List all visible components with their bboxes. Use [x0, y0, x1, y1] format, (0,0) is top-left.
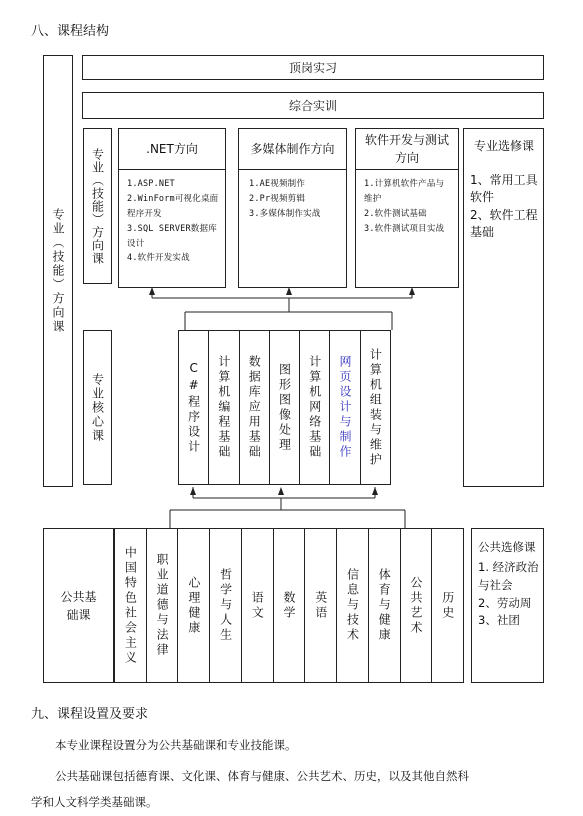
- public-course-5: [241, 528, 274, 683]
- public-elective-title: 公共选修课: [478, 540, 536, 554]
- direction-software-testing-courses: 1.计算机软件产品与维护 2.软件测试基础 3.软件测试项目实战: [364, 179, 445, 234]
- public-course-6: [273, 528, 306, 683]
- section-9-paragraph-1: 本专业课程设置分为公共基础课和专业技能课。: [55, 738, 297, 752]
- direction-dotnet-courses: 1.ASP.NET 2.WinForm可视化桌面程序开发 3.SQL SERVER数据库设计 4.软件开发实战: [127, 179, 219, 264]
- direction-dotnet-title: .NET方向: [119, 129, 225, 170]
- training-row: [82, 92, 544, 119]
- public-course-label: 中国特色社会主义: [123, 545, 138, 666]
- direction-dotnet: [118, 128, 226, 288]
- core-course-2: [208, 330, 239, 485]
- public-course-8: [336, 528, 369, 683]
- core-course-3: [239, 330, 270, 485]
- public-course-label: 英语: [313, 590, 328, 621]
- direction-multimedia: [238, 128, 347, 288]
- direction-course-text: 专业（技能）方向课: [90, 147, 105, 265]
- professional-elective: [463, 128, 544, 487]
- section-9-title: 九、课程设置及要求: [31, 707, 149, 722]
- direction-software-testing-title: 软件开发与测试方向: [356, 129, 458, 170]
- public-elective-courses: 1. 经济政治与社会 2、劳动周 3、社团: [478, 560, 539, 628]
- core-course-1: [178, 330, 209, 485]
- training-label: 综合实训: [288, 98, 337, 113]
- core-course-label: 计算机网络基础: [307, 355, 322, 460]
- professional-direction-outer-label: [43, 55, 73, 487]
- public-course-4: [209, 528, 242, 683]
- public-elective: [471, 528, 544, 683]
- public-course-7: [304, 528, 337, 683]
- core-course-label: 计算机组装与维护: [368, 347, 383, 468]
- direction-multimedia-title: 多媒体制作方向: [239, 129, 346, 170]
- internship-row: [82, 55, 544, 80]
- section-8-title: 八、课程结构: [31, 24, 110, 39]
- public-course-label: 体育与健康: [377, 568, 392, 643]
- public-course-label: [43, 528, 114, 683]
- public-course-label: 语文: [250, 590, 265, 621]
- core-course-label: [83, 330, 112, 485]
- public-course-label: 职业道德与法律: [155, 553, 170, 658]
- public-course-label: 哲学与人生: [218, 568, 233, 643]
- internship-label: 顶岗实习: [288, 60, 337, 75]
- direction-software-testing: [355, 128, 459, 288]
- core-course-6: [329, 330, 360, 485]
- public-course-label: 心理健康: [186, 575, 201, 636]
- public-course-label-text: 公共基础课: [60, 589, 97, 622]
- public-course-label: 公共艺术: [408, 575, 423, 636]
- section-9-paragraph-2-line-1: 公共基础课包括德育课、文化课、体育与健康、公共艺术、历史，以及其他自然科: [55, 769, 469, 783]
- public-course-9: [368, 528, 401, 683]
- public-course-11: [431, 528, 464, 683]
- public-course-label: 历史: [440, 590, 455, 621]
- core-course-4: [269, 330, 300, 485]
- public-course-label: 数学: [282, 590, 297, 621]
- professional-elective-courses: 1、常用工具软件 2、软件工程基础: [470, 173, 538, 240]
- public-course-3: [177, 528, 210, 683]
- public-course-10: [400, 528, 433, 683]
- professional-elective-title: 专业选修课: [473, 139, 534, 153]
- core-course-group: [178, 330, 391, 485]
- core-course-5: [299, 330, 330, 485]
- public-course-group: [114, 528, 464, 683]
- core-course-label-text: 专业核心课: [90, 372, 105, 443]
- direction-course-label: [83, 128, 112, 284]
- outer-label-text: 专业（技能）方向课: [51, 208, 65, 334]
- core-course-7: [360, 330, 391, 485]
- core-course-label: 计算机编程基础: [216, 355, 231, 460]
- core-course-label: 网页设计与制作: [338, 355, 353, 460]
- public-course-1: [114, 528, 147, 683]
- direction-multimedia-courses: 1.AE视频制作 2.Pr视频剪辑 3.多媒体制作实战: [249, 179, 321, 219]
- public-course-2: [146, 528, 179, 683]
- core-course-label: 数据库应用基础: [247, 355, 262, 460]
- public-course-label: 信息与技术: [345, 568, 360, 643]
- core-course-label: 图形图像处理: [277, 362, 292, 453]
- core-course-label: C#程序设计: [186, 360, 201, 455]
- section-9-paragraph-2-line-2: 学和人文科学类基础课。: [31, 795, 158, 809]
